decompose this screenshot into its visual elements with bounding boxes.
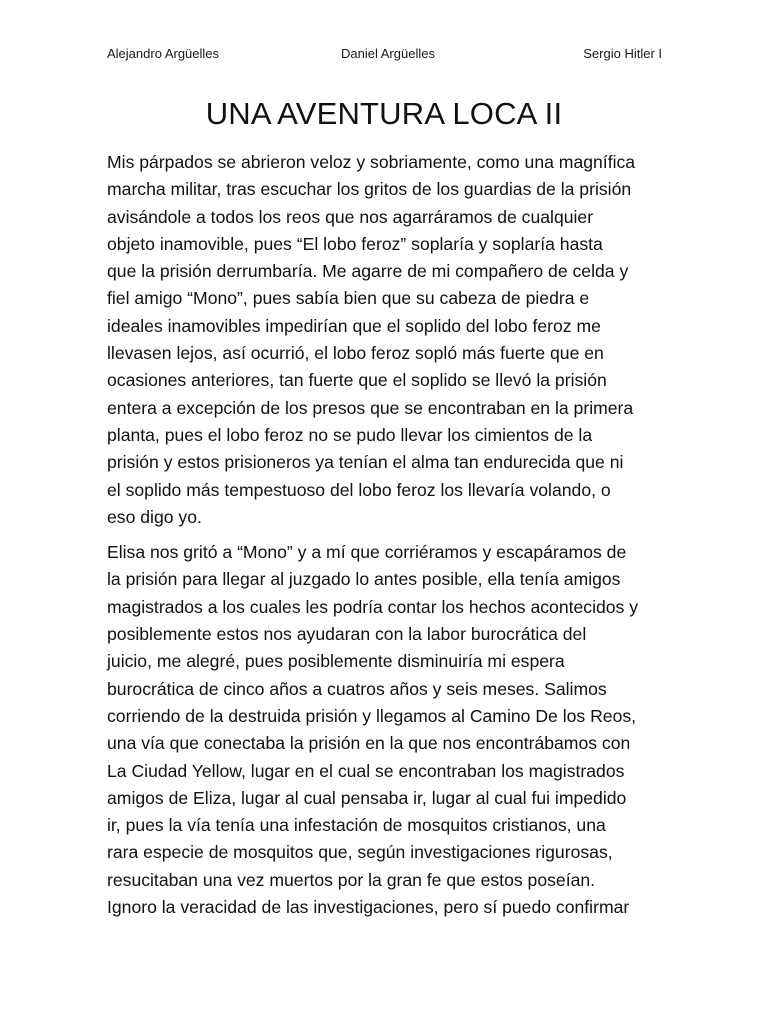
text-line: la prisión para llegar al juzgado lo antes posible, ella tenía amigos [107,569,621,590]
text-line: Ignoro la veracidad de las investigaciones, pero sí puedo confirmar [107,897,630,918]
text-line: Elisa nos gritó a “Mono” y a mí que corriéramos y escapáramos de [107,542,627,563]
text-line: objeto inamovible, pues “El lobo feroz” soplaría y soplaría hasta [107,233,603,254]
text-line: magistrados a los cuales les podría contar los hechos acontecidos y [107,596,639,617]
text-line: avisándole a todos los reos que nos agarráramos de cualquier [107,206,594,227]
text-line: marcha militar, tras escuchar los gritos de los guardias de la prisión [107,179,632,200]
text-line: ideales inamovibles impedirían que el soplido del lobo feroz me [107,315,601,336]
author-name: Sergio Hitler I [583,46,662,61]
text-line: posiblemente estos nos ayudaran con la labor burocrática del [107,624,587,645]
text-line: que la prisión derrumbaría. Me agarre de mi compañero de celda y [107,261,629,282]
text-line: una vía que conectaba la prisión en la que nos encontrábamos con [107,733,631,754]
text-line: llevasen lejos, así ocurrió, el lobo feroz sopló más fuerte que en [107,343,604,364]
text-line: eso digo yo. [107,506,202,527]
paragraph [107,539,663,921]
author-name: Alejandro Argüelles [107,46,220,61]
text-line: ocasiones anteriores, tan fuerte que el soplido se llevó la prisión [107,370,607,391]
text-line: prisión y estos prisioneros ya tenían el alma tan endurecida que ni [107,452,624,473]
text-line: fiel amigo “Mono”, pues sabía bien que su cabeza de piedra e [107,288,590,309]
document-title: UNA AVENTURA LOCA II [205,96,563,131]
document-body [107,149,663,921]
text-line: La Ciudad Yellow, lugar en el cual se encontraban los magistrados [107,760,625,781]
text-line: planta, pues el lobo feroz no se pudo llevar los cimientos de la [107,424,593,445]
text-line: amigos de Eliza, lugar al cual pensaba ir, lugar al cual fui impedido [107,787,627,808]
text-line: rara especie de mosquitos que, según investigaciones rigurosas, [107,842,613,863]
text-line: entera a excepción de los presos que se encontraban en la primera [107,397,634,418]
page-header [107,46,662,66]
text-line: Mis párpados se abrieron veloz y sobriamente, como una magnífica [107,152,636,172]
text-line: ir, pues la vía tenía una infestación de mosquitos cristianos, una [107,815,606,836]
text-line: resucitaban una vez muertos por la gran fe que estos poseían. [107,869,596,890]
author-name: Daniel Argüelles [341,46,435,61]
text-line: corriendo de la destruida prisión y llegamos al Camino De los Reos, [107,705,637,726]
paragraph [107,149,663,531]
text-line: el soplido más tempestuoso del lobo feroz los llevaría volando, o [107,479,611,500]
text-line: burocrática de cinco años a cuatros años y seis meses. Salimos [107,678,607,699]
text-line: juicio, me alegré, pues posiblemente disminuiría mi espera [107,651,565,672]
